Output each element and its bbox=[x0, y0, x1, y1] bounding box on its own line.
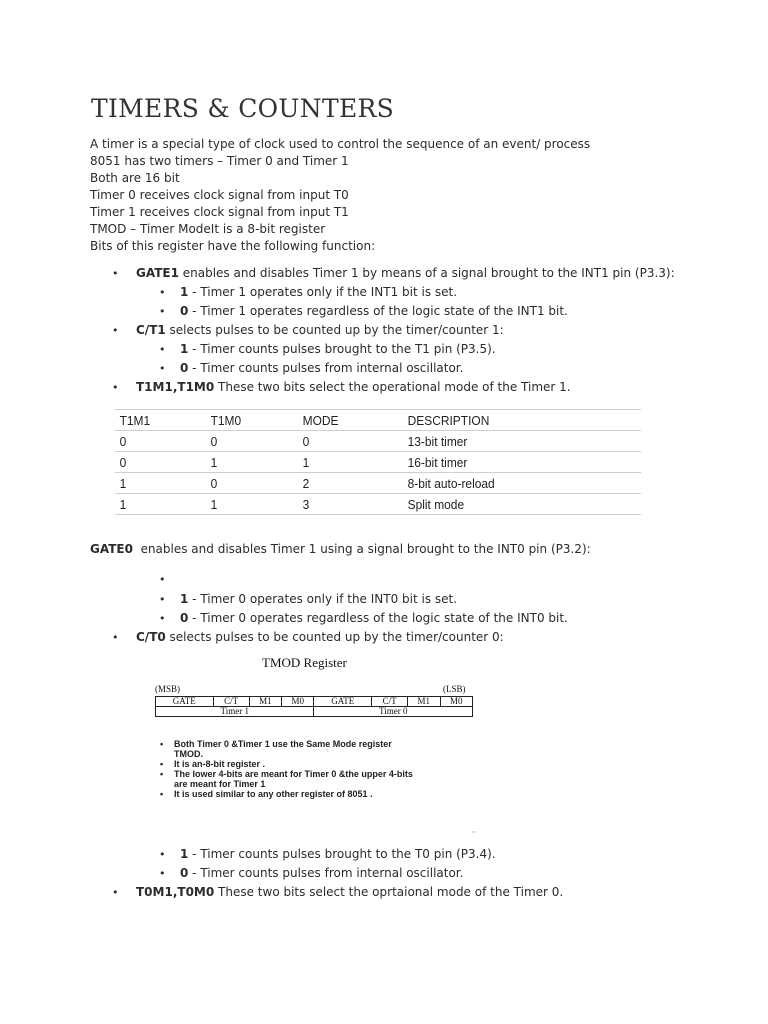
gate1-item bbox=[136, 266, 675, 280]
tmod-title: TMOD Register bbox=[262, 655, 347, 670]
option-value: 0 bbox=[180, 304, 189, 318]
bullet-icon: • bbox=[159, 573, 166, 586]
intro-line: Timer 0 receives clock signal from input T0 bbox=[90, 188, 349, 202]
page-title: TIMERS & COUNTERS bbox=[91, 94, 395, 123]
note-item: • Both Timer 0 &Timer 1 use the Same Mode register bbox=[160, 739, 392, 749]
group-cell: Timer 1 bbox=[156, 707, 314, 717]
table-cell: 0 bbox=[206, 431, 290, 452]
option-value: 0 bbox=[180, 611, 189, 625]
table-cell: 1 bbox=[206, 452, 290, 473]
option-value: 0 bbox=[180, 866, 189, 880]
option-text: - Timer counts pulses from internal oscillator. bbox=[188, 361, 464, 375]
mode-table bbox=[115, 409, 641, 515]
table-cell: 3 bbox=[298, 494, 395, 515]
bit-row bbox=[156, 697, 473, 707]
table-cell: 8-bit auto-reload bbox=[403, 473, 622, 494]
bullet-icon: • bbox=[160, 739, 164, 749]
gate0-item bbox=[90, 542, 591, 556]
tmod-register-figure bbox=[150, 650, 485, 840]
note-item: • The lower 4-bits are meant for Timer 0 &the upper 4-bits bbox=[160, 769, 413, 779]
bit-cell: M0 bbox=[440, 697, 472, 707]
table-cell: 1 bbox=[115, 494, 199, 515]
bullet-icon: • bbox=[159, 867, 166, 880]
bit-cell: M0 bbox=[282, 697, 314, 707]
intro-line: Bits of this register have the following function: bbox=[90, 239, 376, 253]
ct1-label: C/T1 bbox=[136, 323, 166, 337]
table-row bbox=[115, 431, 641, 452]
bit-cell: GATE bbox=[314, 697, 372, 707]
gate1-text: enables and disables Timer 1 by means of a signal brought to the INT1 pin (P3.3): bbox=[178, 266, 675, 280]
image-mark: " bbox=[472, 830, 476, 838]
t1-mode-label: T1M1,T1M0 bbox=[136, 380, 215, 394]
gate0-option bbox=[180, 611, 568, 625]
tmod-notes bbox=[160, 739, 413, 799]
option-text: - Timer 1 operates regardless of the logic state of the INT1 bit. bbox=[188, 304, 568, 318]
bit-cell: GATE bbox=[156, 697, 214, 707]
t0-mode-item bbox=[136, 885, 563, 899]
gate1-label: GATE1 bbox=[136, 266, 179, 280]
intro-paragraph bbox=[90, 136, 590, 255]
bullet-icon: • bbox=[160, 789, 164, 799]
ct1-option bbox=[180, 361, 463, 375]
ct1-item bbox=[136, 323, 504, 337]
lsb-label: (LSB) bbox=[443, 684, 466, 694]
option-text: - Timer 0 operates only if the INT0 bit is set. bbox=[188, 592, 458, 606]
bullet-icon: • bbox=[159, 362, 166, 375]
ct1-option bbox=[180, 342, 496, 356]
table-cell: 0 bbox=[206, 473, 290, 494]
ct0-text: selects pulses to be counted up by the timer/counter 0: bbox=[165, 630, 504, 644]
table-cell: Split mode bbox=[403, 494, 622, 515]
bullet-icon: • bbox=[159, 343, 166, 356]
option-text: - Timer 1 operates only if the INT1 bit is set. bbox=[188, 285, 458, 299]
option-text: - Timer counts pulses from internal oscillator. bbox=[188, 866, 464, 880]
table-header: T1M0 bbox=[206, 410, 290, 431]
bullet-icon: • bbox=[159, 305, 166, 318]
table-cell: 1 bbox=[115, 473, 199, 494]
intro-line: Both are 16 bit bbox=[90, 171, 180, 185]
option-text: - Timer counts pulses brought to the T1 pin (P3.5). bbox=[188, 342, 496, 356]
option-value: 1 bbox=[180, 847, 189, 861]
ct0-option bbox=[180, 866, 463, 880]
bullet-icon: • bbox=[159, 286, 166, 299]
bullet-icon: • bbox=[159, 612, 166, 625]
ct0-item bbox=[136, 630, 504, 644]
gate0-option bbox=[180, 592, 457, 606]
option-text: - Timer 0 operates regardless of the logic state of the INT0 bit. bbox=[188, 611, 568, 625]
intro-line: TMOD – Timer ModeIt is a 8-bit register bbox=[90, 222, 326, 236]
group-cell: Timer 0 bbox=[314, 707, 473, 717]
group-row bbox=[156, 707, 473, 717]
table-cell: 13-bit timer bbox=[403, 431, 622, 452]
bullet-icon: • bbox=[112, 267, 119, 280]
table-row bbox=[115, 452, 641, 473]
gate0-label: GATE0 bbox=[90, 542, 133, 556]
bullet-icon: • bbox=[159, 848, 166, 861]
table-cell: 1 bbox=[206, 494, 290, 515]
bullet-icon: • bbox=[112, 324, 119, 337]
table-cell: 1 bbox=[298, 452, 395, 473]
table-header: DESCRIPTION bbox=[403, 410, 622, 431]
option-value: 0 bbox=[180, 361, 189, 375]
t0-mode-label: T0M1,T0M0 bbox=[136, 885, 215, 899]
t1-mode-item bbox=[136, 380, 571, 394]
bullet-icon: • bbox=[112, 631, 119, 644]
table-cell: 0 bbox=[115, 431, 199, 452]
t0-mode-text: These two bits select the oprtaional mode of the Timer 0. bbox=[214, 885, 564, 899]
bit-cell: C/T bbox=[213, 697, 249, 707]
bullet-icon: • bbox=[112, 886, 119, 899]
ct1-text: selects pulses to be counted up by the timer/counter 1: bbox=[165, 323, 504, 337]
tmod-bit-table bbox=[155, 696, 473, 717]
table-cell: 2 bbox=[298, 473, 395, 494]
bullet-icon: • bbox=[160, 769, 164, 779]
option-text: - Timer counts pulses brought to the T0 pin (P3.4). bbox=[188, 847, 496, 861]
bullet-icon: • bbox=[160, 759, 164, 769]
bit-cell: M1 bbox=[408, 697, 440, 707]
note-item: TMOD. bbox=[174, 749, 203, 759]
table-header-row bbox=[115, 410, 641, 431]
intro-line: A timer is a special type of clock used to control the sequence of an event/ process bbox=[90, 137, 591, 151]
bullet-icon: • bbox=[112, 381, 119, 394]
note-item: are meant for Timer 1 bbox=[174, 779, 266, 789]
t1-mode-text: These two bits select the operational mode of the Timer 1. bbox=[214, 380, 571, 394]
table-cell: 0 bbox=[298, 431, 395, 452]
gate1-option bbox=[180, 304, 568, 318]
table-row bbox=[115, 494, 641, 515]
table-cell: 0 bbox=[115, 452, 199, 473]
option-value: 1 bbox=[180, 342, 189, 356]
note-item: • It is an-8-bit register . bbox=[160, 759, 266, 769]
option-value: 1 bbox=[180, 285, 189, 299]
intro-line: Timer 1 receives clock signal from input T1 bbox=[90, 205, 349, 219]
msb-label: (MSB) bbox=[155, 684, 181, 694]
option-value: 1 bbox=[180, 592, 189, 606]
table-cell: 16-bit timer bbox=[403, 452, 622, 473]
ct0-option bbox=[180, 847, 496, 861]
bit-cell: M1 bbox=[249, 697, 281, 707]
note-item: • It is used similar to any other register of 8051 . bbox=[160, 789, 373, 799]
table-header: MODE bbox=[298, 410, 395, 431]
bullet-icon: • bbox=[159, 593, 166, 606]
gate1-option bbox=[180, 285, 457, 299]
gate0-text: enables and disables Timer 1 using a signal brought to the INT0 pin (P3.2): bbox=[132, 542, 591, 556]
table-row bbox=[115, 473, 641, 494]
intro-line: 8051 has two timers – Timer 0 and Timer 1 bbox=[90, 154, 349, 168]
bit-cell: C/T bbox=[372, 697, 408, 707]
ct0-label: C/T0 bbox=[136, 630, 166, 644]
table-header: T1M1 bbox=[115, 410, 199, 431]
